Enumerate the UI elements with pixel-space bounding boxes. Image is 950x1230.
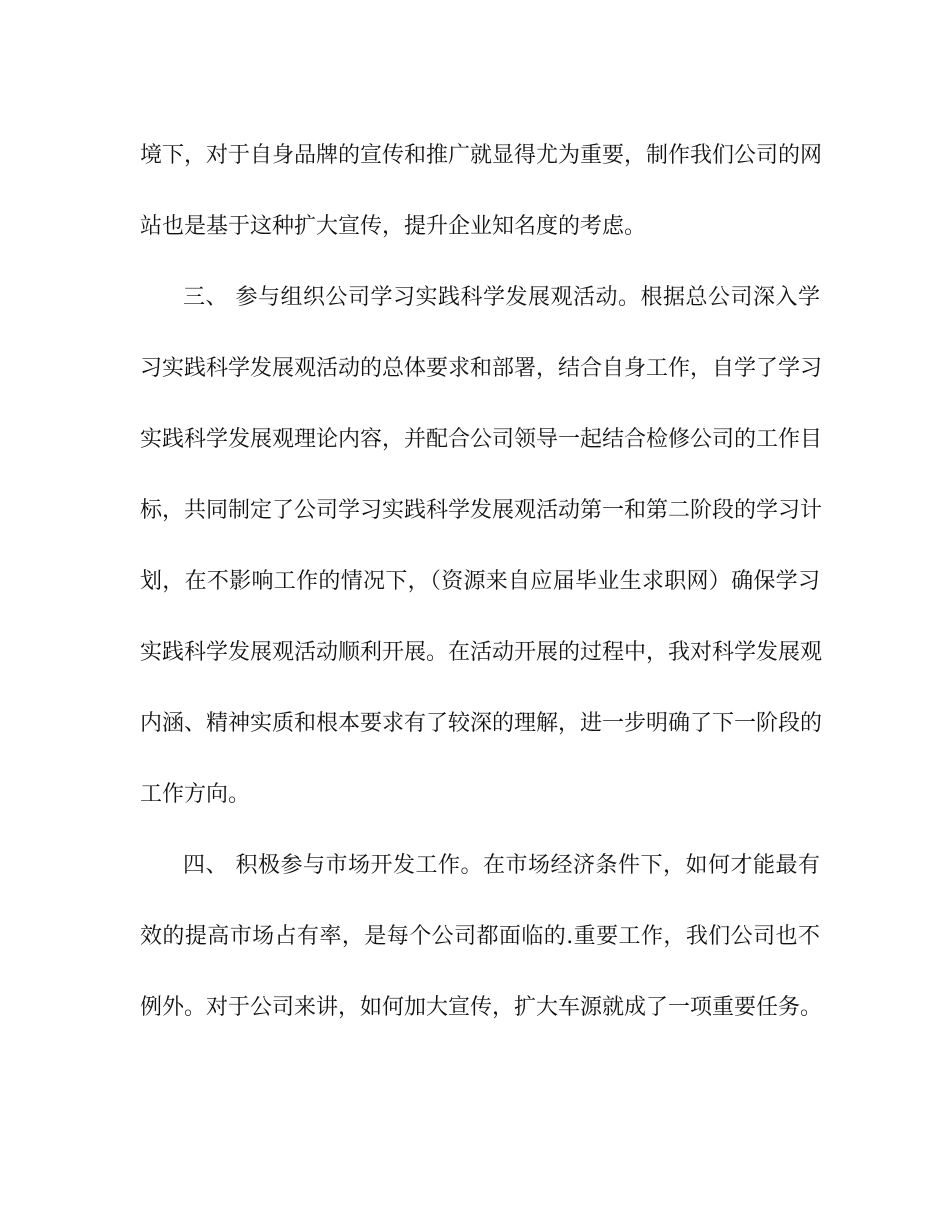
section-four-heading-line: 四、 积极参与市场开发工作。在市场经济条件下，如何才能最有 (183, 853, 820, 878)
text-line: 境下，对于自身品牌的宣传和推广就显得尤为重要，制作我们公司的网 (140, 143, 823, 168)
text-line: 标，共同制定了公司学习实践科学发展观活动第一和第二阶段的学习计 (140, 498, 823, 523)
text-line: 习实践科学发展观活动的总体要求和部署，结合自身工作，自学了学习 (140, 356, 823, 381)
section-three-heading-line: 三、 参与组织公司学习实践科学发展观活动。根据总公司深入学 (183, 285, 820, 310)
text-line: 效的提高市场占有率，是每个公司都面临的.重要工作，我们公司也不 (140, 924, 820, 949)
text-line: 内涵、精神实质和根本要求有了较深的理解，进一步明确了下一阶段的 (140, 711, 823, 736)
text-line: 工作方向。 (140, 782, 251, 807)
text-line: 例外。对于公司来讲，如何加大宣传，扩大车源就成了一项重要任务。 (140, 995, 823, 1020)
text-line: 实践科学发展观理论内容，并配合公司领导一起结合检修公司的工作目 (140, 427, 823, 452)
text-line: 站也是基于这种扩大宣传，提升企业知名度的考虑。 (140, 214, 647, 239)
text-line: 实践科学发展观活动顺利开展。在活动开展的过程中，我对科学发展观 (140, 640, 823, 665)
text-line: 划，在不影响工作的情况下，（资源来自应届毕业生求职网）确保学习 (140, 569, 820, 594)
